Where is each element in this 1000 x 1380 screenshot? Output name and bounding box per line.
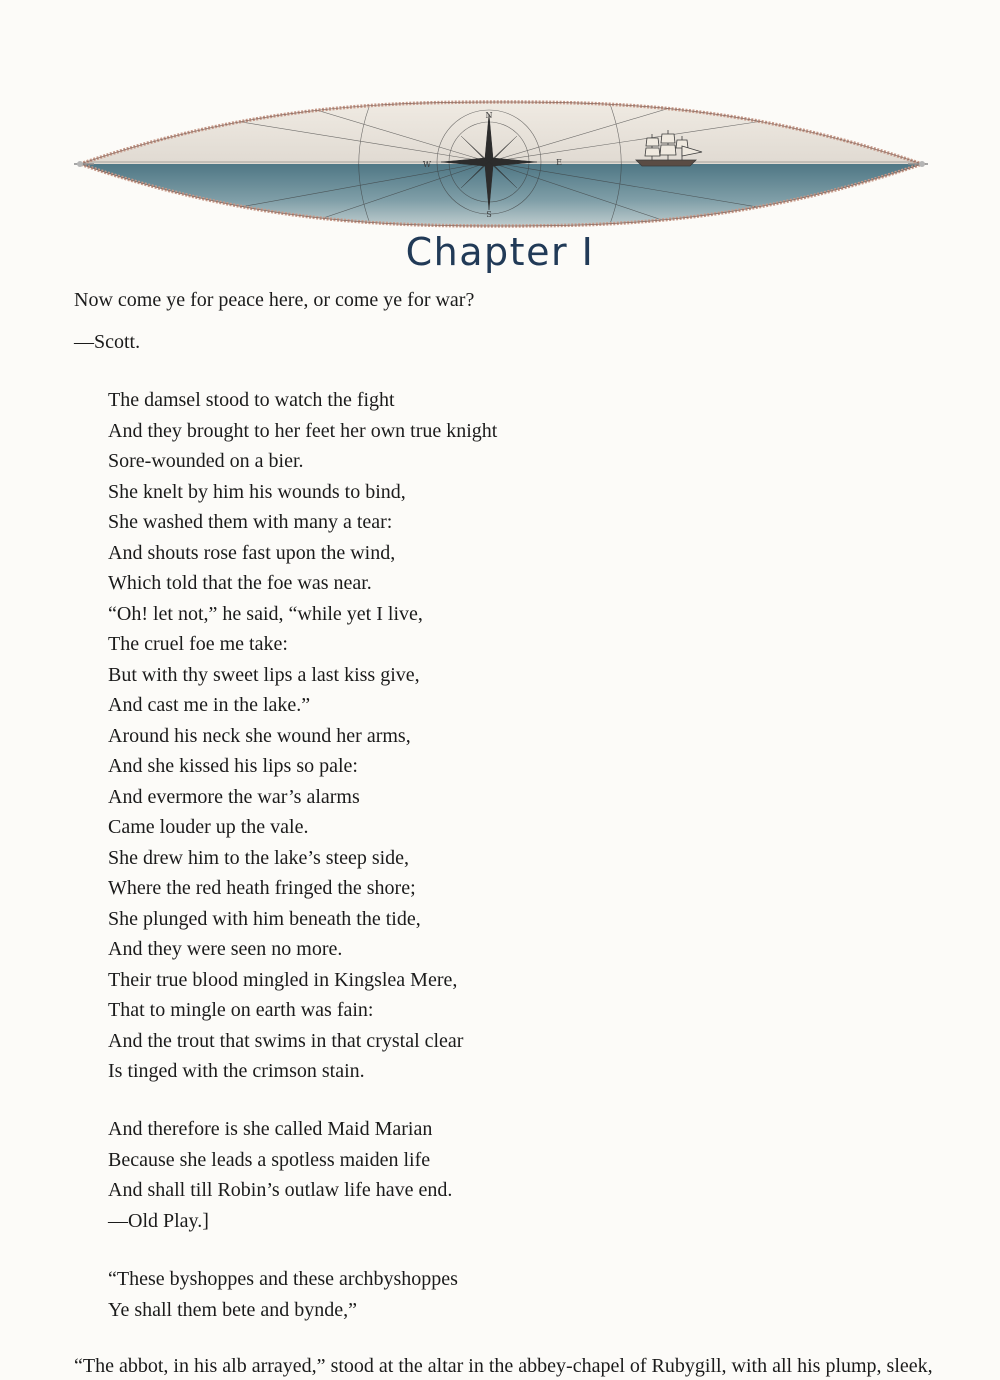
- compass-letter-n: N: [485, 111, 493, 120]
- poem-line: Around his neck she wound her arms,: [108, 724, 411, 747]
- poem-stanza-1: [108, 385, 497, 1087]
- poem-line: The cruel foe me take:: [108, 633, 288, 655]
- poem-line: —Old Play.]: [108, 1209, 209, 1232]
- epigraph-attribution: —Scott.: [74, 331, 141, 353]
- poem-line: Their true blood mingled in Kingslea Mere,: [108, 968, 458, 991]
- poem-line: And therefore is she called Maid Marian: [108, 1118, 433, 1140]
- poem-line: And they brought to her feet her own true knight: [108, 419, 498, 442]
- poem-stanza-3: [108, 1264, 458, 1325]
- epigraph-quote: Now come ye for peace here, or come ye for war?: [74, 289, 475, 311]
- compass-letter-e: E: [556, 158, 562, 167]
- poem-line: And shall till Robin’s outlaw life have end.: [108, 1179, 453, 1201]
- poem-line: Where the red heath fringed the shore;: [108, 877, 416, 899]
- poem-line: And the trout that swims in that crystal clear: [108, 1029, 464, 1052]
- poem-line: And she kissed his lips so pale:: [108, 755, 358, 777]
- poem-line: That to mingle on earth was fain:: [108, 999, 374, 1021]
- poem-line: “These byshoppes and these archbyshoppes: [108, 1268, 458, 1290]
- poem-line: And evermore the war’s alarms: [108, 785, 360, 808]
- compass-letter-w: W: [422, 160, 432, 169]
- poem-line: And shouts rose fast upon the wind,: [108, 541, 396, 564]
- poem-line: She plunged with him beneath the tide,: [108, 907, 421, 930]
- compass-letter-s: S: [486, 210, 492, 219]
- poem-line: She washed them with many a tear:: [108, 511, 393, 533]
- poem-line: And they were seen no more.: [108, 938, 343, 960]
- poem-stanza-2: [108, 1114, 452, 1236]
- poem-line: But with thy sweet lips a last kiss give,: [108, 663, 420, 686]
- poem-line: Because she leads a spotless maiden life: [108, 1148, 431, 1171]
- poem-line: And cast me in the lake.”: [108, 694, 311, 716]
- poem-line: Sore-wounded on a bier.: [108, 450, 304, 472]
- chapter-title: Chapter I: [405, 230, 595, 274]
- poem-line: Ye shall them bete and bynde,”: [108, 1298, 358, 1321]
- chapter-header-ornament: [70, 96, 932, 236]
- body-paragraph: “The abbot, in his alb arrayed,” stood at the altar in the abbey-chapel of Rubygill, with all his plump, sleek,: [74, 1355, 933, 1377]
- poem-line: Which told that the foe was near.: [108, 572, 372, 594]
- poem-line: She knelt by him his wounds to bind,: [108, 480, 406, 503]
- poem-line: The damsel stood to watch the fight: [108, 389, 395, 411]
- poem-line: “Oh! let not,” he said, “while yet I live,: [108, 602, 423, 625]
- poem-line: Is tinged with the crimson stain.: [108, 1060, 365, 1082]
- poem-line: She drew him to the lake’s steep side,: [108, 846, 410, 869]
- poem-line: Came louder up the vale.: [108, 816, 309, 838]
